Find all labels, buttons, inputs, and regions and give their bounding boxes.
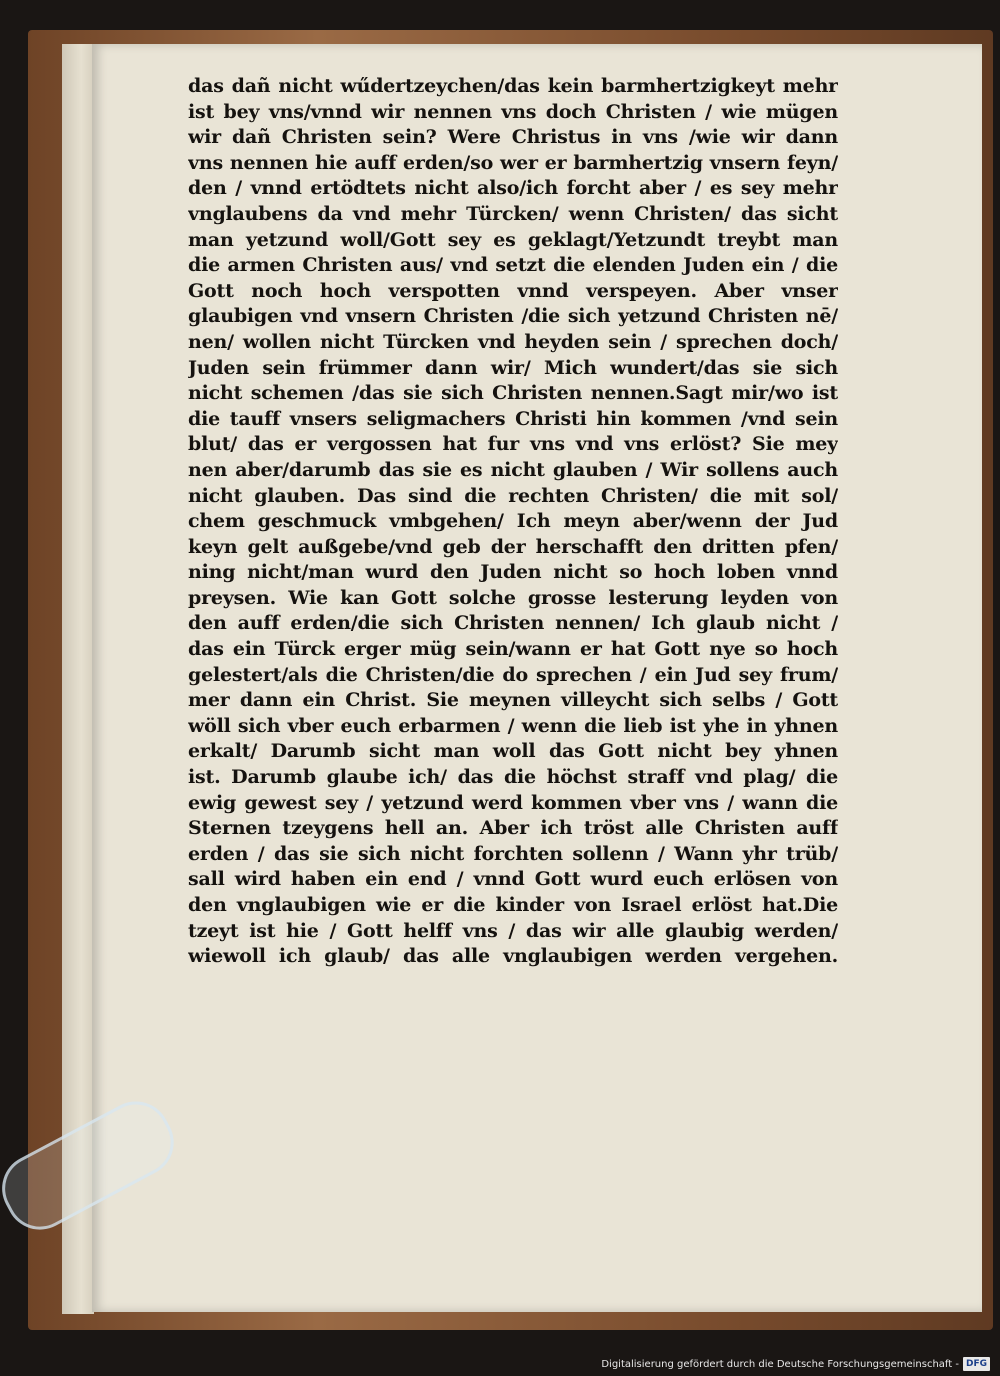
text-line: wiewoll ich glaub/ das alle vnglaubigen werden vergehen. bbox=[188, 945, 838, 968]
text-line: keyn gelt außgebe/vnd geb der herschafft den dritten pfen/ bbox=[188, 535, 838, 558]
text-line: vns nennen hie auff erden/so wer er barmhertzig vnsern feyn/ bbox=[188, 151, 838, 174]
text-line: erden / das sie sich nicht forchten sollenn / Wann yhr trüb/ bbox=[188, 842, 838, 865]
text-line: gelestert/als die Christen/die do sprechen / ein Jud sey frum/ bbox=[188, 663, 838, 686]
text-line: sall wird haben ein end / vnnd Gott wurd euch erlösen von bbox=[188, 868, 838, 891]
text-line: den / vnnd ertödtets nicht also/ich forcht aber / es sey mehr bbox=[188, 177, 838, 200]
text-line: das ein Türck erger müg sein/wann er hat Gott nye so hoch bbox=[188, 638, 838, 661]
text-line: erkalt/ Darumb sicht man woll das Gott nicht bey yhnen bbox=[188, 740, 838, 763]
text-line: nen aber/darumb das sie es nicht glauben / Wir sollens auch bbox=[188, 458, 838, 481]
text-line: wir dañ Christen sein? Were Christus in vns /wie wir dann bbox=[188, 126, 838, 149]
text-line: wöll sich vber euch erbarmen / wenn die lieb ist yhe in yhnen bbox=[188, 714, 838, 737]
text-line: tzeyt ist hie / Gott helff vns / das wir alle glaubig werden/ bbox=[188, 919, 838, 942]
text-line: den vnglaubigen wie er die kinder von Israel erlöst hat.Die bbox=[188, 894, 838, 916]
text-line: Juden sein frümmer dann wir/ Mich wundert/das sie sich bbox=[188, 356, 838, 379]
text-line: das dañ nicht wűdertzeychen/das kein barmhertzigkeyt mehr bbox=[188, 75, 838, 97]
footer-credit bbox=[601, 1356, 990, 1372]
text-line: ist. Darumb glaube ich/ das die höchst straff vnd plag/ die bbox=[188, 766, 838, 789]
text-line: Gott noch hoch verspotten vnnd verspeyen. Aber vnser bbox=[188, 279, 838, 302]
text-line: nicht glauben. Das sind die rechten Christen/ die mit sol/ bbox=[188, 484, 838, 507]
text-line: glaubigen vnd vnsern Christen /die sich yetzund Christen nē/ bbox=[188, 305, 838, 328]
text-line: man yetzund woll/Gott sey es geklagt/Yetzundt treybt man bbox=[188, 228, 838, 251]
page-text-block bbox=[188, 74, 838, 970]
text-line: nen/ wollen nicht Türcken vnd heyden sein / sprechen doch/ bbox=[188, 330, 838, 353]
text-line: ist bey vns/vnnd wir nennen vns doch Christen / wie mügen bbox=[188, 100, 838, 123]
text-line: chem geschmuck vmbgehen/ Ich meyn aber/wenn der Jud bbox=[188, 510, 838, 533]
text-line: ning nicht/man wurd den Juden nicht so hoch loben vnnd bbox=[188, 561, 838, 584]
text-line: nicht schemen /das sie sich Christen nennen.Sagt mir/wo ist bbox=[188, 382, 838, 405]
text-line: den auff erden/die sich Christen nennen/ Ich glaub nicht / bbox=[188, 612, 838, 635]
dfg-logo-icon: DFG bbox=[963, 1357, 990, 1371]
text-line: blut/ das er vergossen hat fur vns vnd vns erlöst? Sie mey bbox=[188, 433, 838, 456]
text-line: preysen. Wie kan Gott solche grosse lesterung leyden von bbox=[188, 586, 838, 609]
text-line: die tauff vnsers seligmachers Christi hin kommen /vnd sein bbox=[188, 407, 838, 430]
footer-credit-text: Digitalisierung gefördert durch die Deutsche Forschungsgemeinschaft - bbox=[601, 1358, 959, 1370]
text-line: die armen Christen aus/ vnd setzt die elenden Juden ein / die bbox=[188, 254, 838, 277]
text-line: vnglaubens da vnd mehr Türcken/ wenn Christen/ das sicht bbox=[188, 202, 838, 225]
text-line: ewig gewest sey / yetzund werd kommen vber vns / wann die bbox=[188, 791, 838, 814]
text-line: Sternen tzeygens hell an. Aber ich tröst alle Christen auff bbox=[188, 817, 838, 840]
text-line: mer dann ein Christ. Sie meynen villeycht sich selbs / Gott bbox=[188, 689, 838, 712]
